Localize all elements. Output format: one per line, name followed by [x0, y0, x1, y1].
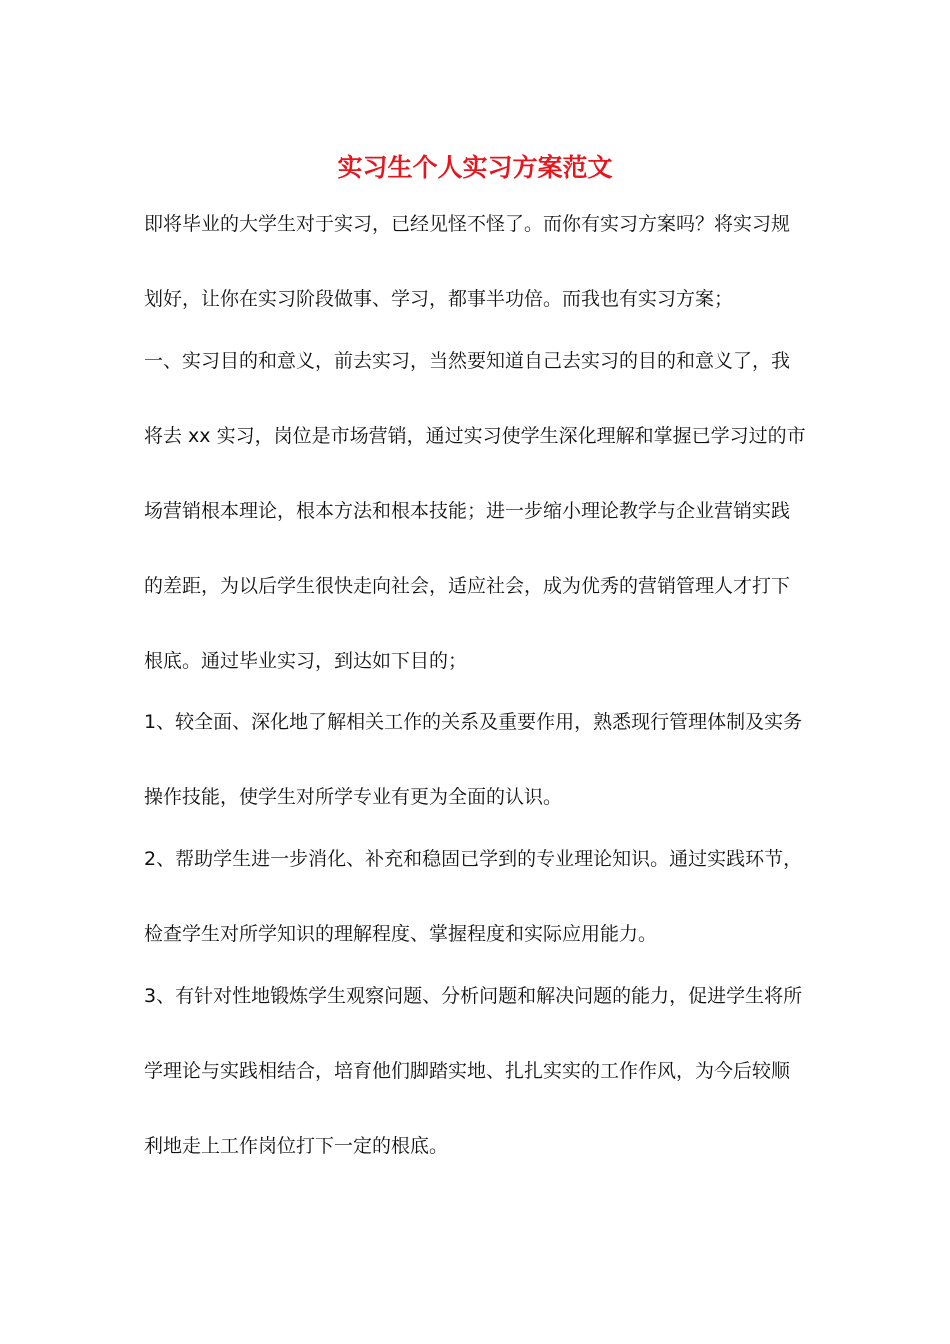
body-line: 学理论与实践相结合，培育他们脚踏实地、扎扎实实的工作作风，为今后较顺: [144, 1060, 791, 1082]
document-title: 实习生个人实习方案范文: [337, 153, 613, 182]
body-line: 即将毕业的大学生对于实习，已经见怪不怪了。而你有实习方案吗？将实习规: [144, 213, 791, 235]
body-line: 的差距，为以后学生很快走向社会，适应社会，成为优秀的营销管理人才打下: [144, 575, 791, 597]
body-line: 场营销根本理论，根本方法和根本技能；进一步缩小理论教学与企业营销实践: [144, 500, 791, 522]
body-line: 3、有针对性地锻炼学生观察问题、分析问题和解决问题的能力，促进学生将所: [144, 985, 803, 1007]
body-line: 将去 xx 实习，岗位是市场营销，通过实习使学生深化理解和掌握已学习过的市: [144, 425, 806, 447]
body-line: 划好，让你在实习阶段做事、学习，都事半功倍。而我也有实习方案；: [144, 288, 734, 310]
body-line: 1、较全面、深化地了解相关工作的关系及重要作用，熟悉现行管理体制及实务: [144, 711, 803, 733]
body-line: 利地走上工作岗位打下一定的根底。: [144, 1135, 449, 1157]
body-line: 检查学生对所学知识的理解程度、掌握程度和实际应用能力。: [144, 923, 658, 945]
body-line: 一、实习目的和意义，前去实习，当然要知道自己去实习的目的和意义了，我: [144, 350, 791, 372]
body-line: 2、帮助学生进一步消化、补充和稳固已学到的专业理论知识。通过实践环节，: [144, 848, 803, 870]
body-line: 根底。通过毕业实习，到达如下目的；: [144, 650, 468, 672]
body-line: 操作技能，使学生对所学专业有更为全面的认识。: [144, 786, 563, 808]
